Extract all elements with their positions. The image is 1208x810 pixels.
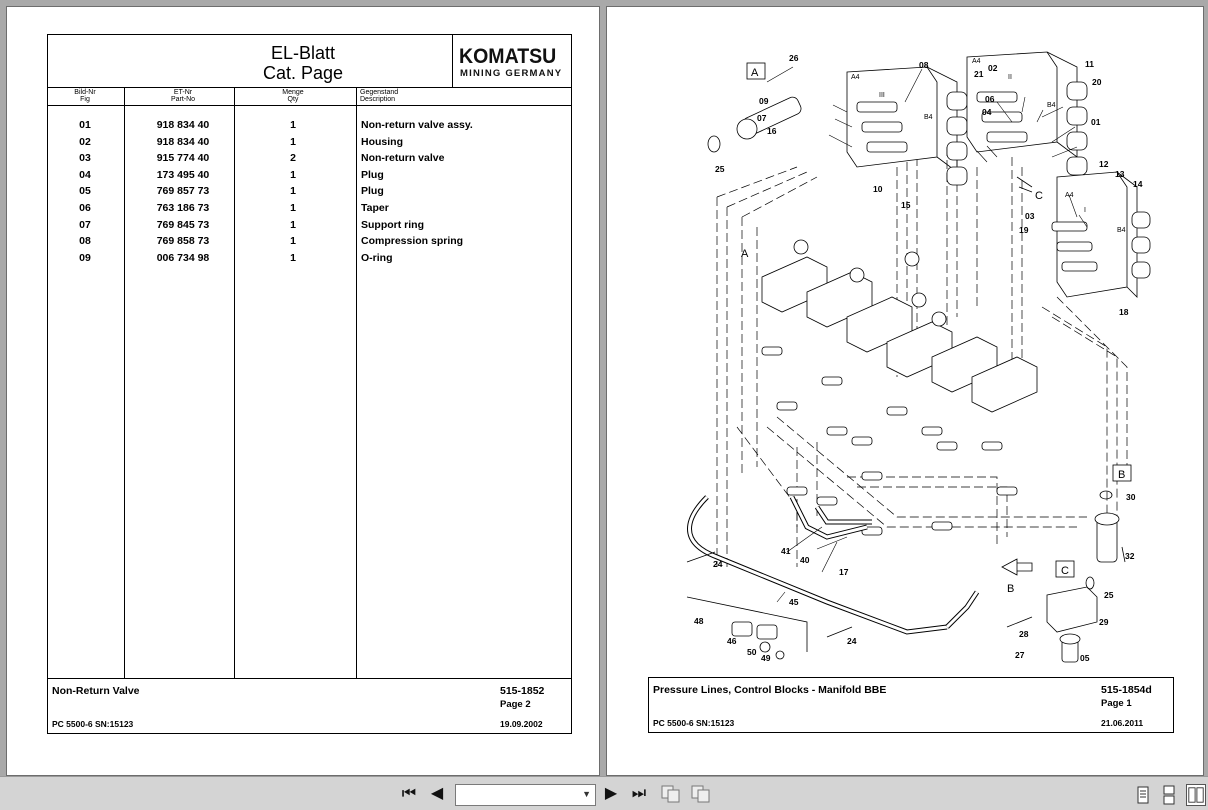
description-cell: Plug	[361, 185, 384, 198]
part-number-cell: 763 186 73	[156, 202, 210, 214]
catalog-page-right	[606, 6, 1204, 776]
svg-text:50: 50	[747, 647, 757, 657]
part-number-cell: 769 857 73	[156, 185, 210, 198]
svg-text:25: 25	[1104, 590, 1114, 600]
svg-text:B: B	[1007, 583, 1015, 595]
fig-cell: 08	[79, 235, 91, 248]
logo-subtext: MINING GERMANY	[460, 68, 563, 79]
next-page-button[interactable]: ▶	[604, 785, 618, 802]
fig-cell: 05	[79, 185, 91, 198]
svg-text:21: 21	[974, 69, 984, 79]
footer-page: Page 2	[500, 699, 531, 710]
description-cell: Taper	[361, 202, 389, 214]
svg-text:13: 13	[1115, 169, 1125, 179]
footer-number: 515-1854d	[1101, 684, 1152, 696]
continuous-view-icon[interactable]	[1159, 784, 1179, 806]
quantity-cell: 1	[290, 251, 296, 264]
svg-text:09: 09	[759, 96, 769, 106]
svg-text:32: 32	[1125, 551, 1135, 561]
quantity-cell: 1	[290, 218, 296, 231]
col-fig: Bild-Nr Fig	[74, 89, 96, 103]
footer-title: Non-Return Valve	[52, 685, 140, 697]
svg-text:11: 11	[1085, 59, 1094, 69]
svg-text:27: 27	[1015, 650, 1025, 660]
svg-text:02: 02	[988, 63, 998, 73]
svg-text:07: 07	[757, 113, 767, 123]
description-cell: Compression spring	[361, 235, 464, 248]
svg-text:29: 29	[1099, 617, 1109, 627]
svg-text:01: 01	[1091, 117, 1101, 127]
svg-text:A4: A4	[1065, 192, 1074, 199]
part-number-cell: 769 858 73	[156, 235, 210, 248]
svg-text:I: I	[1084, 207, 1086, 214]
page-title	[218, 43, 388, 83]
viewer-toolbar	[0, 776, 1208, 810]
svg-text:A4: A4	[851, 74, 860, 81]
fig-cell: 01	[79, 119, 91, 131]
quantity-cell: 1	[290, 135, 296, 148]
svg-text:A: A	[741, 248, 749, 260]
fig-cell: 09	[79, 251, 91, 264]
footer-model: PC 5500-6 SN:15123	[653, 718, 735, 728]
svg-text:B4: B4	[1047, 102, 1056, 109]
svg-text:26: 26	[789, 53, 799, 63]
sheet-header	[48, 35, 571, 88]
parts-list-sheet	[47, 34, 572, 734]
fig-cell: 07	[79, 218, 91, 231]
svg-text:24: 24	[713, 559, 723, 569]
first-page-button[interactable]: ⏮	[401, 785, 417, 802]
logo-text: KOMATSU	[459, 45, 557, 68]
svg-text:B4: B4	[1117, 227, 1126, 234]
svg-text:06: 06	[985, 94, 995, 104]
svg-text:45: 45	[789, 597, 799, 607]
table-row	[48, 169, 571, 185]
svg-text:C: C	[1061, 565, 1069, 577]
part-number-cell: 769 845 73	[156, 218, 210, 231]
svg-text:49: 49	[761, 653, 771, 663]
svg-text:46: 46	[727, 636, 737, 646]
catalog-page-left	[6, 6, 600, 776]
previous-page-button[interactable]: ◀	[430, 785, 444, 802]
part-number-cell: 173 495 40	[156, 168, 210, 181]
svg-text:10: 10	[873, 184, 883, 194]
svg-text:18: 18	[1119, 307, 1129, 317]
col-part: ET-Nr Part-No	[170, 89, 196, 103]
fig-cell: 03	[79, 152, 91, 165]
svg-text:08: 08	[919, 60, 929, 70]
table-row	[48, 136, 571, 152]
svg-text:14: 14	[1133, 179, 1143, 189]
col-desc: Gegenstand Description	[360, 89, 399, 103]
svg-text:B: B	[1118, 469, 1126, 481]
footer-date: 19.09.2002	[500, 719, 543, 729]
quantity-cell: 2	[290, 152, 296, 165]
part-number-cell: 918 834 40	[156, 119, 210, 131]
title-english: Cat. Page	[262, 63, 344, 83]
quantity-cell: 1	[290, 202, 296, 214]
svg-text:28: 28	[1019, 629, 1029, 639]
svg-text:41: 41	[781, 546, 791, 556]
sheet-footer	[48, 678, 571, 734]
back-navigation-icon[interactable]	[660, 784, 682, 804]
svg-text:III: III	[879, 92, 885, 99]
svg-text:04: 04	[982, 107, 992, 117]
description-cell: Plug	[361, 168, 384, 181]
footer-page: Page 1	[1101, 698, 1132, 709]
quantity-cell: 1	[290, 185, 296, 198]
svg-text:A: A	[751, 67, 759, 79]
table-row	[48, 202, 571, 218]
part-number-cell: 915 774 40	[156, 152, 210, 165]
last-page-button[interactable]: ⏭	[631, 785, 647, 802]
svg-text:03: 03	[1025, 211, 1035, 221]
svg-text:A4: A4	[972, 58, 981, 65]
svg-text:48: 48	[694, 616, 704, 626]
description-cell: Support ring	[361, 218, 424, 231]
svg-text:16: 16	[767, 126, 777, 136]
table-row	[48, 185, 571, 201]
description-cell: Housing	[361, 135, 403, 148]
part-number-cell: 918 834 40	[156, 135, 210, 148]
table-row	[48, 152, 571, 168]
komatsu-logo	[452, 35, 572, 87]
footer-title: Pressure Lines, Control Blocks - Manifold BBE	[653, 684, 887, 696]
col-qty: Menge Qty	[282, 89, 304, 103]
svg-text:II: II	[1008, 74, 1012, 81]
sheet-footer	[648, 677, 1174, 733]
chevron-down-icon: ▼	[582, 789, 591, 799]
svg-text:C: C	[1035, 190, 1043, 202]
svg-text:25: 25	[715, 164, 725, 174]
svg-text:19: 19	[1019, 225, 1029, 235]
exploded-parts-drawing	[647, 47, 1167, 667]
quantity-cell: 1	[290, 119, 296, 131]
column-headers	[48, 87, 571, 106]
single-page-view-icon[interactable]	[1133, 784, 1153, 806]
fig-cell: 04	[79, 168, 91, 181]
description-cell: Non-return valve	[361, 152, 445, 165]
description-cell: Non-return valve assy.	[361, 119, 473, 131]
footer-model: PC 5500-6 SN:15123	[52, 719, 134, 729]
two-page-view-icon[interactable]	[1186, 784, 1206, 806]
svg-text:20: 20	[1092, 77, 1102, 87]
footer-date: 21.06.2011	[1101, 718, 1144, 728]
table-row	[48, 219, 571, 235]
svg-text:30: 30	[1126, 492, 1136, 502]
svg-text:40: 40	[800, 555, 810, 565]
svg-text:12: 12	[1099, 159, 1109, 169]
svg-text:24: 24	[847, 636, 857, 646]
table-row	[48, 252, 571, 268]
page-select[interactable]	[455, 784, 596, 806]
table-row	[48, 119, 571, 135]
table-row	[48, 235, 571, 251]
svg-text:05: 05	[1080, 653, 1090, 663]
svg-text:15: 15	[901, 200, 911, 210]
quantity-cell: 1	[290, 235, 296, 248]
title-german: EL-Blatt	[270, 43, 336, 63]
part-number-cell: 006 734 98	[156, 251, 210, 264]
quantity-cell: 1	[290, 168, 296, 181]
fig-cell: 06	[79, 202, 91, 214]
description-cell: O-ring	[361, 251, 393, 264]
svg-text:B4: B4	[924, 114, 933, 121]
svg-text:17: 17	[839, 567, 849, 577]
fig-cell: 02	[79, 135, 91, 148]
footer-number: 515-1852	[500, 685, 545, 697]
forward-navigation-icon[interactable]	[690, 784, 712, 804]
